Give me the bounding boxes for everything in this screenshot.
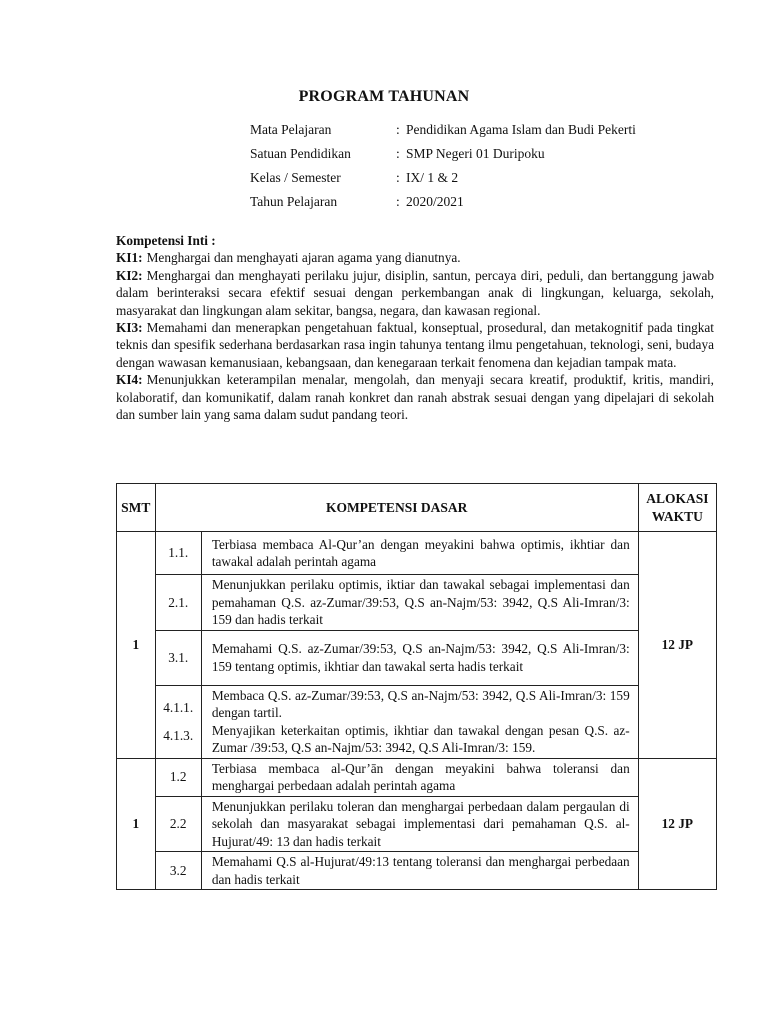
header-alokasi-waktu [638,484,716,532]
meta-colon: : [396,146,400,161]
ki-text: Menunjukkan keterampilan menalar, mengolah, dan menyaji secara kreatif, produktif, kritis, mandiri, kolaboratif, dan komunikatif, dalam ranah konkret dan ranah abstrak sesuai dengan yang dipelajari di sekolah dan sumber lain yang sama dalam sudut pandang teori. [116,372,714,423]
ki-text: Menghargai dan menghayati perilaku jujur, disiplin, santun, percaya diri, peduli, dan bertanggung jawab dalam berinteraksi secara efektif sesuai dengan perkembangan anak di lingkungan, keluarga, sekolah, masyarakat dan lingkungan alam sekitar, bangsa, negara, dan kawasan regional. [116,267,714,318]
meta-value: 2020/2021 [406,194,464,209]
kd-description: Menyajikan keterkaitan optimis, ikhtiar dan tawakal dengan pesan Q.S. az-Zumar /39:53, Q.S an-Najm/53: 3942, Q.S Ali-Imran/3: 159. [211,722,630,755]
meta-row-subject [250,121,710,145]
ki-code: KI4: [116,372,143,388]
kd-number: 2.1. [155,575,201,631]
ki-item-4 [116,371,714,423]
kd-description: Terbiasa membaca Al-Qur’an dengan meyakini bahwa optimis, ikhtiar dan tawakal adalah perintah agama [201,532,638,575]
meta-value: SMP Negeri 01 Duripoku [406,146,545,161]
kd-description: Membaca Q.S. az-Zumar/39:53, Q.S an-Najm/53: 3942, Q.S Ali-Imran/3: 159 dengan tartil. [211,687,630,720]
kd-description: Memahami Q.S al-Hujurat/49:13 tentang toleransi dan menghargai perbedaan dan hadis terkait [201,852,638,890]
meta-colon: : [396,122,400,137]
table-row [117,852,717,890]
meta-row-year [250,193,710,217]
meta-row-class [250,169,710,193]
kd-number: 2.2 [155,796,201,852]
kompetensi-inti-heading: Kompetensi Inti : [116,233,216,248]
meta-colon: : [396,170,400,185]
kd-description: Menunjukkan perilaku toleran dan menghargai perbedaan dalam pergaulan di sekolah dan masyarakat sebagai implementasi dari pemahaman Q.S. al-Hujurat/49: 13 dan hadis terkait [201,796,638,852]
ki-code: KI2: [116,267,143,283]
document-title: PROGRAM TAHUNAN [298,88,470,105]
meta-label: Satuan Pendidikan [250,146,351,161]
ki-text: Memahami dan menerapkan pengetahuan faktual, konseptual, prosedural, dan metakognitif pada tingkat teknis dan spesifik sederhana berdasarkan rasa ingin tahunya tentang ilmu pengetahuan, teknologi, seni, budaya dengan wawasan kemanusiaan, kebangsaan, dan kenegaraan terkait fenomena dan kejadian tampak mata. [116,320,714,370]
table-row [117,630,717,685]
kd-number: 1.2 [155,758,201,796]
kd-description-stack [201,685,638,758]
kd-number-stack [155,685,201,758]
table-row [117,685,717,758]
alokasi-cell: 12 JP [638,758,716,890]
header-kompetensi-dasar: KOMPETENSI DASAR [155,484,638,532]
table-row [117,758,717,796]
ki-code: KI1: [116,250,143,266]
meta-value: Pendidikan Agama Islam dan Budi Pekerti [406,122,636,137]
ki-code: KI3: [116,320,143,336]
kd-description: Memahami Q.S. az-Zumar/39:53, Q.S an-Najm/53: 3942, Q.S Ali-Imran/3: 159 tentang optimis, ikhtiar dan tawakal serta hadis terkait [201,630,638,685]
table-header-row [117,484,717,532]
meta-label: Mata Pelajaran [250,122,332,137]
smt-cell: 1 [117,532,156,759]
kd-number: 3.2 [155,852,201,890]
kd-number: 3.1. [155,630,201,685]
kd-number: 4.1.1. [163,700,194,715]
ki-item-3 [116,319,714,371]
meta-label: Kelas / Semester [250,170,341,185]
kd-description: Terbiasa membaca al-Qur’ān dengan meyakini bahwa toleransi dan menghargai perbedaan adalah perintah agama [201,758,638,796]
kd-number: 1.1. [155,532,201,575]
smt-cell: 1 [117,758,156,890]
kompetensi-inti-section [116,232,714,423]
header-alokasi-line2: WAKTU [651,508,703,524]
kd-description: Menunjukkan perilaku optimis, iktiar dan tawakal sebagai implementasi dan pemahaman Q.S. az-Zumar/39:53, Q.S an-Najm/53: 3942, Q.S Ali-Imran/3: 159 dan hadis terkait [201,575,638,631]
table-row [117,532,717,575]
header-smt: SMT [117,484,156,532]
ki-item-2 [116,267,714,319]
spacer [156,717,201,727]
header-alokasi-line1: ALOKASI [646,491,709,506]
ki-item-1 [116,249,714,266]
meta-row-school [250,145,710,169]
kd-number: 4.1.3. [163,727,194,743]
table-row [117,575,717,631]
meta-value: IX/ 1 & 2 [406,170,459,185]
kompetensi-dasar-table [116,483,717,890]
alokasi-cell: 12 JP [638,532,716,759]
ki-text: Menghargai dan menghayati ajaran agama yang dianutnya. [146,250,461,266]
table-row [117,796,717,852]
meta-colon: : [396,194,400,209]
meta-label: Tahun Pelajaran [250,194,338,209]
meta-info [250,121,710,217]
